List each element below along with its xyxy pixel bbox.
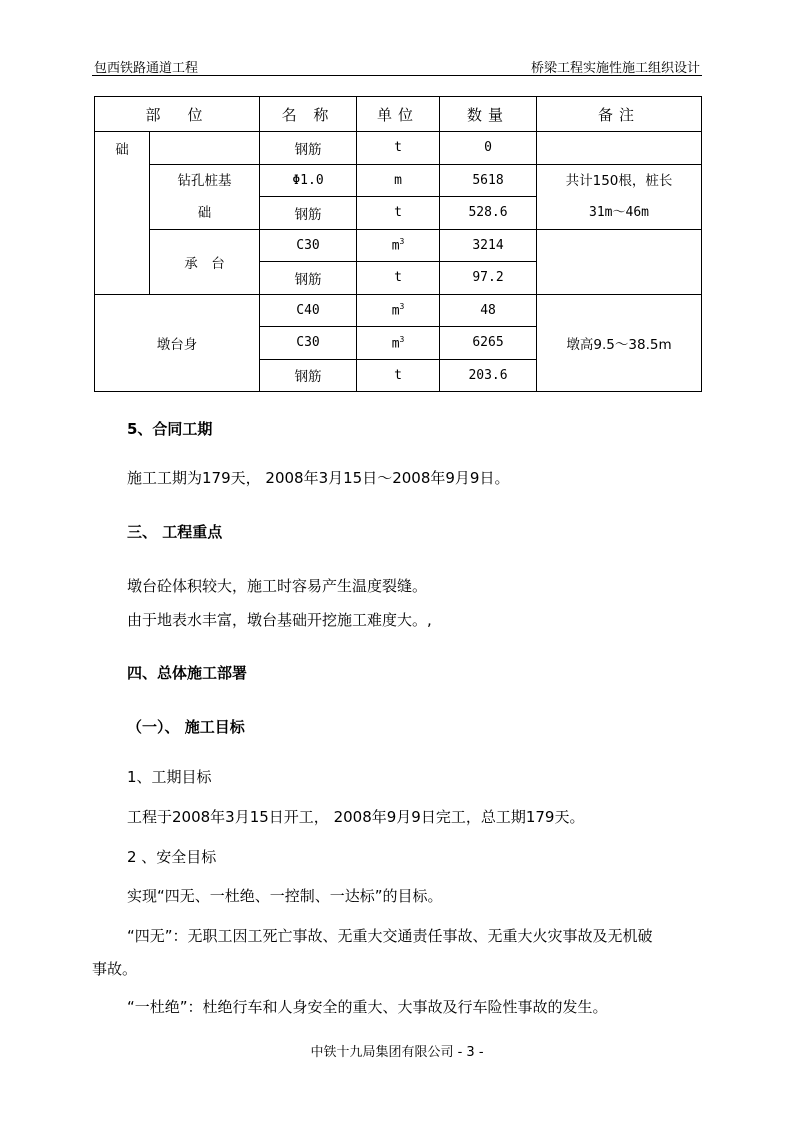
col-header-note: 备注 [537,97,702,132]
cell-unit: m [357,164,440,197]
paragraph-key-point-2: 由于地表水丰富，墩台基础开挖施工难度大。, [127,611,432,629]
cell-qty: 0 [440,132,537,165]
cell-name: Φ1.0 [260,164,357,197]
cell-qty: 48 [440,294,537,327]
cell-unit: $m^3$ [357,327,440,360]
cell-name: 钢筋 [260,197,357,230]
col-header-part: 部 位 [95,97,260,132]
cell-qty: 528.6 [440,197,537,230]
cell-unit: t [357,132,440,165]
cell-part-cap: 承 台 [150,229,260,294]
section-heading-deployment: 四、总体施工部署 [127,664,248,682]
cell-name: 钢筋 [260,359,357,392]
paragraph-key-point-1: 墩台砼体积较大，施工时容易产生温度裂缝。 [127,577,428,595]
cell-part-pier: 墩台身 [95,294,260,392]
cell-unit: $m^3$ [357,229,440,262]
header-rule [92,75,702,76]
cell-qty: 3214 [440,229,537,262]
pile-note-line1: 共计150根，桩长 [565,172,673,189]
cell-name: C40 [260,294,357,327]
section-heading-key-points: 三、 工程重点 [127,523,223,541]
cell-qty: 203.6 [440,359,537,392]
cell-part-base: 础 [95,132,150,295]
cell-unit: t [357,197,440,230]
header-project-name: 包西铁路通道工程 [94,61,199,76]
cell-unit: t [357,359,440,392]
paragraph-one-eliminate: “一杜绝”：杜绝行车和人身安全的重大、大事故及行车险性事故的发生。 [127,998,608,1016]
cell-unit: $m^3$ [357,294,440,327]
cell-qty: 5618 [440,164,537,197]
cell-name: C30 [260,229,357,262]
paragraph-safety-goal: 实现“四无、一杜绝、一控制、一达标”的目标。 [127,887,443,905]
pile-note-line2: 31m～46m [589,204,649,220]
cell-name: 钢筋 [260,262,357,295]
goal-heading-safety: 2 、安全目标 [127,848,217,866]
cell-note-pier: 墩高9.5～38.5m [537,294,702,392]
col-header-unit: 单位 [357,97,440,132]
cell-name: C30 [260,327,357,360]
cell-qty: 97.2 [440,262,537,295]
cell-qty: 6265 [440,327,537,360]
quantity-table [94,96,702,392]
cell-empty [150,132,260,165]
table-header-row [95,97,702,132]
paragraph-four-nos: “四无”：无职工因工死亡事故、无重大交通责任事故、无重大火灾事故及无机破 [127,927,653,945]
table-row [95,229,702,262]
paragraph-contract-period: 施工工期为179天， 2008年3月15日～2008年9月9日。 [127,469,510,487]
pile-label-line2: 础 [197,204,212,221]
table-row [95,132,702,165]
subsection-heading-goals: （一）、 施工目标 [127,718,245,736]
paragraph-four-nos-cont: 事故。 [92,960,138,978]
cell-note-empty [537,229,702,294]
cell-unit: t [357,262,440,295]
section-heading-contract-period: 5、合同工期 [127,420,213,438]
cell-note-pile [537,164,702,229]
cell-name: 钢筋 [260,132,357,165]
header-document-title: 桥梁工程实施性施工组织设计 [530,61,700,76]
paragraph-schedule-goal: 工程于2008年3月15日开工， 2008年9月9日完工，总工期179天。 [127,808,585,826]
col-header-qty: 数量 [440,97,537,132]
goal-heading-schedule: 1、工期目标 [127,768,212,786]
table-row [95,164,702,197]
cell-part-pile [150,164,260,229]
pile-label-line1: 钻孔桩基 [177,172,232,189]
table-row [95,294,702,327]
page-footer: 中铁十九局集团有限公司 - 3 - [310,1045,484,1060]
cell-note [537,132,702,165]
col-header-name: 名 称 [260,97,357,132]
